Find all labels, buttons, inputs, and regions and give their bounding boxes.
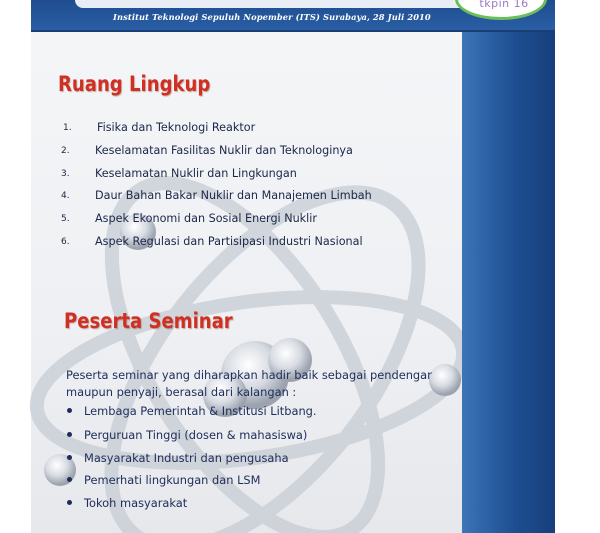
bullet-icon xyxy=(67,432,72,437)
participants-intro xyxy=(66,367,466,401)
scope-item-4 xyxy=(61,189,372,202)
participant-item-2 xyxy=(67,428,307,442)
participant-item-4 xyxy=(67,473,260,487)
scope-item-6 xyxy=(61,235,363,248)
participant-item-text: Lembaga Pemerintah & Institusi Litbang. xyxy=(84,404,317,418)
scope-item-number: 3. xyxy=(61,169,70,179)
scope-item-number: 4. xyxy=(61,191,70,201)
participants-intro-line: Peserta seminar yang diharapkan hadir baik sebagai pendengar xyxy=(66,368,432,382)
participant-item-text: Tokoh masyarakat xyxy=(84,496,188,510)
participant-item-text: Perguruan Tinggi (dosen & mahasiswa) xyxy=(84,428,308,442)
participant-item-3 xyxy=(67,451,289,465)
participant-item-5 xyxy=(67,496,187,510)
scope-item-2 xyxy=(61,144,353,157)
participant-item-1 xyxy=(67,404,317,418)
scope-item-3 xyxy=(61,167,297,180)
bullet-icon xyxy=(67,455,72,460)
participant-item-text: Pemerhati lingkungan dan LSM xyxy=(84,473,261,487)
scope-title: Ruang Lingkup xyxy=(58,72,211,96)
bullet-icon xyxy=(67,408,72,413)
scope-item-1 xyxy=(63,121,256,134)
scope-item-text: Fisika dan Teknologi Reaktor xyxy=(97,121,256,134)
participants-intro-line: maupun penyaji, berasal dari kalangan : xyxy=(66,385,297,399)
scope-item-text: Aspek Regulasi dan Partisipasi Industri Nasional xyxy=(95,235,363,248)
header-subtitle: Institut Teknologi Sepuluh Nopember (ITS) Surabaya, 28 Juli 2010 xyxy=(113,12,431,22)
scope-item-text: Keselamatan Nuklir dan Lingkungan xyxy=(95,167,297,180)
scope-item-text: Daur Bahan Bakar Nuklir dan Manajemen Limbah xyxy=(95,189,372,202)
header-pill xyxy=(75,0,470,8)
right-blue-band xyxy=(462,0,555,533)
scope-item-number: 6. xyxy=(61,237,70,247)
scope-item-text: Aspek Ekonomi dan Sosial Energi Nuklir xyxy=(95,212,317,225)
scope-item-text: Keselamatan Fasilitas Nuklir dan Teknologinya xyxy=(95,144,353,157)
event-logo-text: tkpin 16 xyxy=(479,0,529,10)
participants-title: Peserta Seminar xyxy=(64,309,233,333)
bullet-icon xyxy=(67,500,72,505)
scope-item-5 xyxy=(61,212,317,225)
bullet-icon xyxy=(67,477,72,482)
scope-item-number: 2. xyxy=(61,146,70,156)
participant-item-text: Masyarakat Industri dan pengusaha xyxy=(84,451,289,465)
scope-item-number: 1. xyxy=(63,123,72,133)
scope-item-number: 5. xyxy=(61,214,70,224)
